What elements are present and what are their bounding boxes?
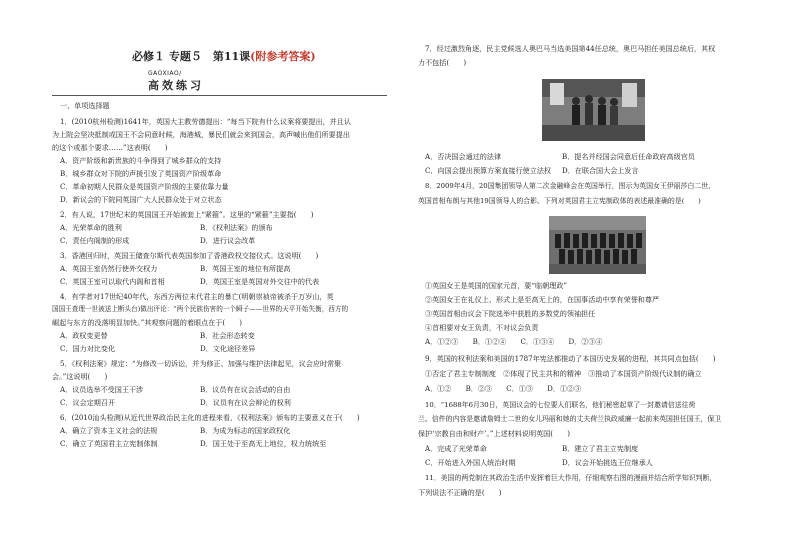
answer-option: D．文化途径差异 (200, 344, 256, 353)
answer-option: C．国力对比变化 (60, 344, 116, 353)
question-line: 为上院会坚决抵制或国王不会同意时候，海港城，暴民们就会来到国会，高声喊出他们所要提出 (52, 130, 350, 139)
question-line: 兰。信件的内容是邀请詹姆士二世的女儿玛丽和她的丈夫荷兰执政威廉一起前来英国担任国王，保卫 (418, 415, 722, 423)
answer-option: C．责任内阁制的形成 (60, 236, 130, 245)
answer-option: C．议会定期召开 (60, 398, 116, 407)
page-title: 必修１ 专题５ 第11课(附参考答案) (132, 50, 316, 63)
answer-option: D．议会开始挑选王位继承人 (562, 458, 653, 467)
answer-option: D．新议会的下院同英国广大人民群众处于对立状态 (60, 195, 222, 204)
summit-group-photo (549, 216, 646, 274)
statement-line: ①英国女王是英国的国家元首，要“临朝理政” (425, 281, 568, 290)
answer-option: B．英国王室的地位有所提高 (200, 264, 291, 273)
question-line: 会。”这说明( ) (52, 372, 108, 381)
question-line: 3．香港回归时，英国王储查尔斯代表英国参加了香港政权交接仪式。这说明( ) (60, 251, 319, 260)
answer-option: A．光荣革命的胜利 (60, 223, 122, 232)
answer-option: C．确立了英国君主立宪制体制 (60, 439, 158, 448)
question-line: 力不包括( ) (418, 58, 467, 67)
answer-option: C．开始进入外国人统治时期 (425, 458, 516, 467)
answer-option: A．英国王室仍然行使外交权力 (60, 264, 158, 273)
question-line: 国国王查理一世被送上断头台)做出评论：“两个民族伤害的一个瞬子——世界的天平开始失衡，西方的 (52, 305, 349, 313)
answer-option: C．英国王室可以取代内阁和首相 (60, 277, 165, 286)
question-line: 的这个或那个要求……”这表明( ) (52, 143, 168, 152)
question-line: 崛起与东方的没落明显加快。”其观察问题的着眼点在于( ) (52, 318, 243, 327)
answer-option: D．英国王室是英国对外交往中的代表 (200, 277, 320, 286)
question-line: 下列说法不正确的是( ) (418, 488, 502, 497)
answer-option: B．提名并经国会同意后任命政府高级官员 (562, 152, 695, 161)
efficiency-banner (148, 70, 204, 93)
question-line: 5．《权利法案》规定：“为修改一切诉讼，并为修正、加强与维护法律起见，议会应时常聚 (60, 359, 342, 368)
question-line: 11．美国的两党制在其政治生活中发挥着巨大作用，仔细观察右图的漫画并结合所学知识判断， (425, 474, 717, 482)
banner-rule (52, 95, 387, 96)
answer-option: A．确立了资本主义社会的法规 (60, 426, 158, 435)
question-line: 7．经过激烈角逐，民主党候选人奥巴马当选美国第44任总统，奥巴马担任美国总统后，其权 (425, 44, 716, 53)
question-line: 8．2009年4月，20国集团领导人第二次金融峰会在英国举行，图示为英国女王伊丽莎白二世、 (425, 182, 716, 190)
answer-option: D．进行议会改革 (200, 236, 256, 245)
answer-option: B．议员有在议会活动的自由 (200, 385, 291, 394)
answer-option: B．《权利法案》的颁布 (200, 223, 273, 232)
question-line: 2．有人说，17世纪末的英国国王开始被套上“紧箍”。这里的“紧箍”主要指( ) (60, 210, 314, 219)
statement-line: ④首相要对女王负责，不对议会负责 (425, 323, 539, 332)
answer-option: B．建立了君主立宪制度 (562, 444, 639, 453)
question-line: 4．有学者对17世纪40年代，东西方两位末代君主的暴亡(明朝崇祯帝被杀于万岁山，英 (60, 292, 334, 301)
question-line: 10．“1688年6月30日，英国议会的七位要人们联名，他们秘密起草了一封邀请信送往荷 (425, 401, 696, 409)
question-line: 6．(2010汕头检测)从近代世界政治民主化的进程来看，《权利法案》颁布的主要意义在于( ) (60, 413, 360, 422)
answer-option: C．向国会提出预算方案直接行使立法权 (425, 166, 552, 175)
section-heading: 一、单项选择题 (60, 101, 110, 110)
question-line: 9．英国的权利法案和美国的1787年宪法都推动了本国历史发展的进程，其共同点包括( ) (425, 354, 716, 363)
answer-options: A．①②③ B．①②④ C．①③④ D．②③④ (425, 337, 603, 346)
answer-option: B．城乡群众对下院的声援引发了英国资产阶级革命 (60, 169, 222, 178)
banner-small-text: GAOXIAO/ (148, 70, 182, 77)
answer-option: C．革命初期人民群众是英国资产阶级的主要依靠力量 (60, 182, 229, 191)
answer-option: A．议员选举不受国王干涉 (60, 385, 144, 394)
answer-option: D．议员有在议会辩论的权利 (200, 398, 291, 407)
statement-line: ①否定了君主专制制度 ②体现了民主共和的精神 ③推动了本国资产阶级代议制的确立 (425, 369, 702, 378)
answer-option: A．政权变更替 (60, 331, 108, 340)
answer-option: A．资产阶级和新贵族的斗争得到了城乡群众的支持 (60, 156, 222, 165)
answer-options: A．①② B．②③ C．①③ D．①②③ (425, 384, 582, 393)
question-line: 英国首相布朗与其他19国领导人的合影。下列对英国君主立宪制政体的表述最准确的是( ) (418, 197, 701, 205)
question-line: 1．(2010杭州检测)1641年，英国大主教劳德提出：“每当下院有什么议案将要提出，并且认 (60, 117, 351, 126)
answer-option: D．在联合国大会上发言 (562, 166, 639, 175)
answer-option: B．社会形态转变 (200, 331, 255, 340)
statement-line: ③英国首相由议会下院选举中获胜的多数党的领袖担任 (425, 309, 596, 318)
banner-title: 高效练习 (148, 79, 204, 92)
answer-option: B．为成为标志的国家政权化 (200, 426, 291, 435)
question-line: 保护‘宗教自由和财产’。”上述材料说明英国( ) (418, 429, 570, 438)
election-photo (542, 79, 645, 141)
answer-option: A．否决国会通过的法律 (425, 152, 502, 161)
photo-icon (549, 216, 646, 274)
answer-option: A．完成了光荣革命 (425, 444, 487, 453)
photo-icon (542, 79, 645, 141)
answer-note: (附参考答案) (250, 50, 316, 63)
statement-line: ②英国女王在礼仪上、形式上是至高无上的，在国事活动中享有荣誉和尊严 (425, 295, 660, 304)
answer-option: D．国王处于至高无上地位，权力统统至 (200, 439, 327, 448)
